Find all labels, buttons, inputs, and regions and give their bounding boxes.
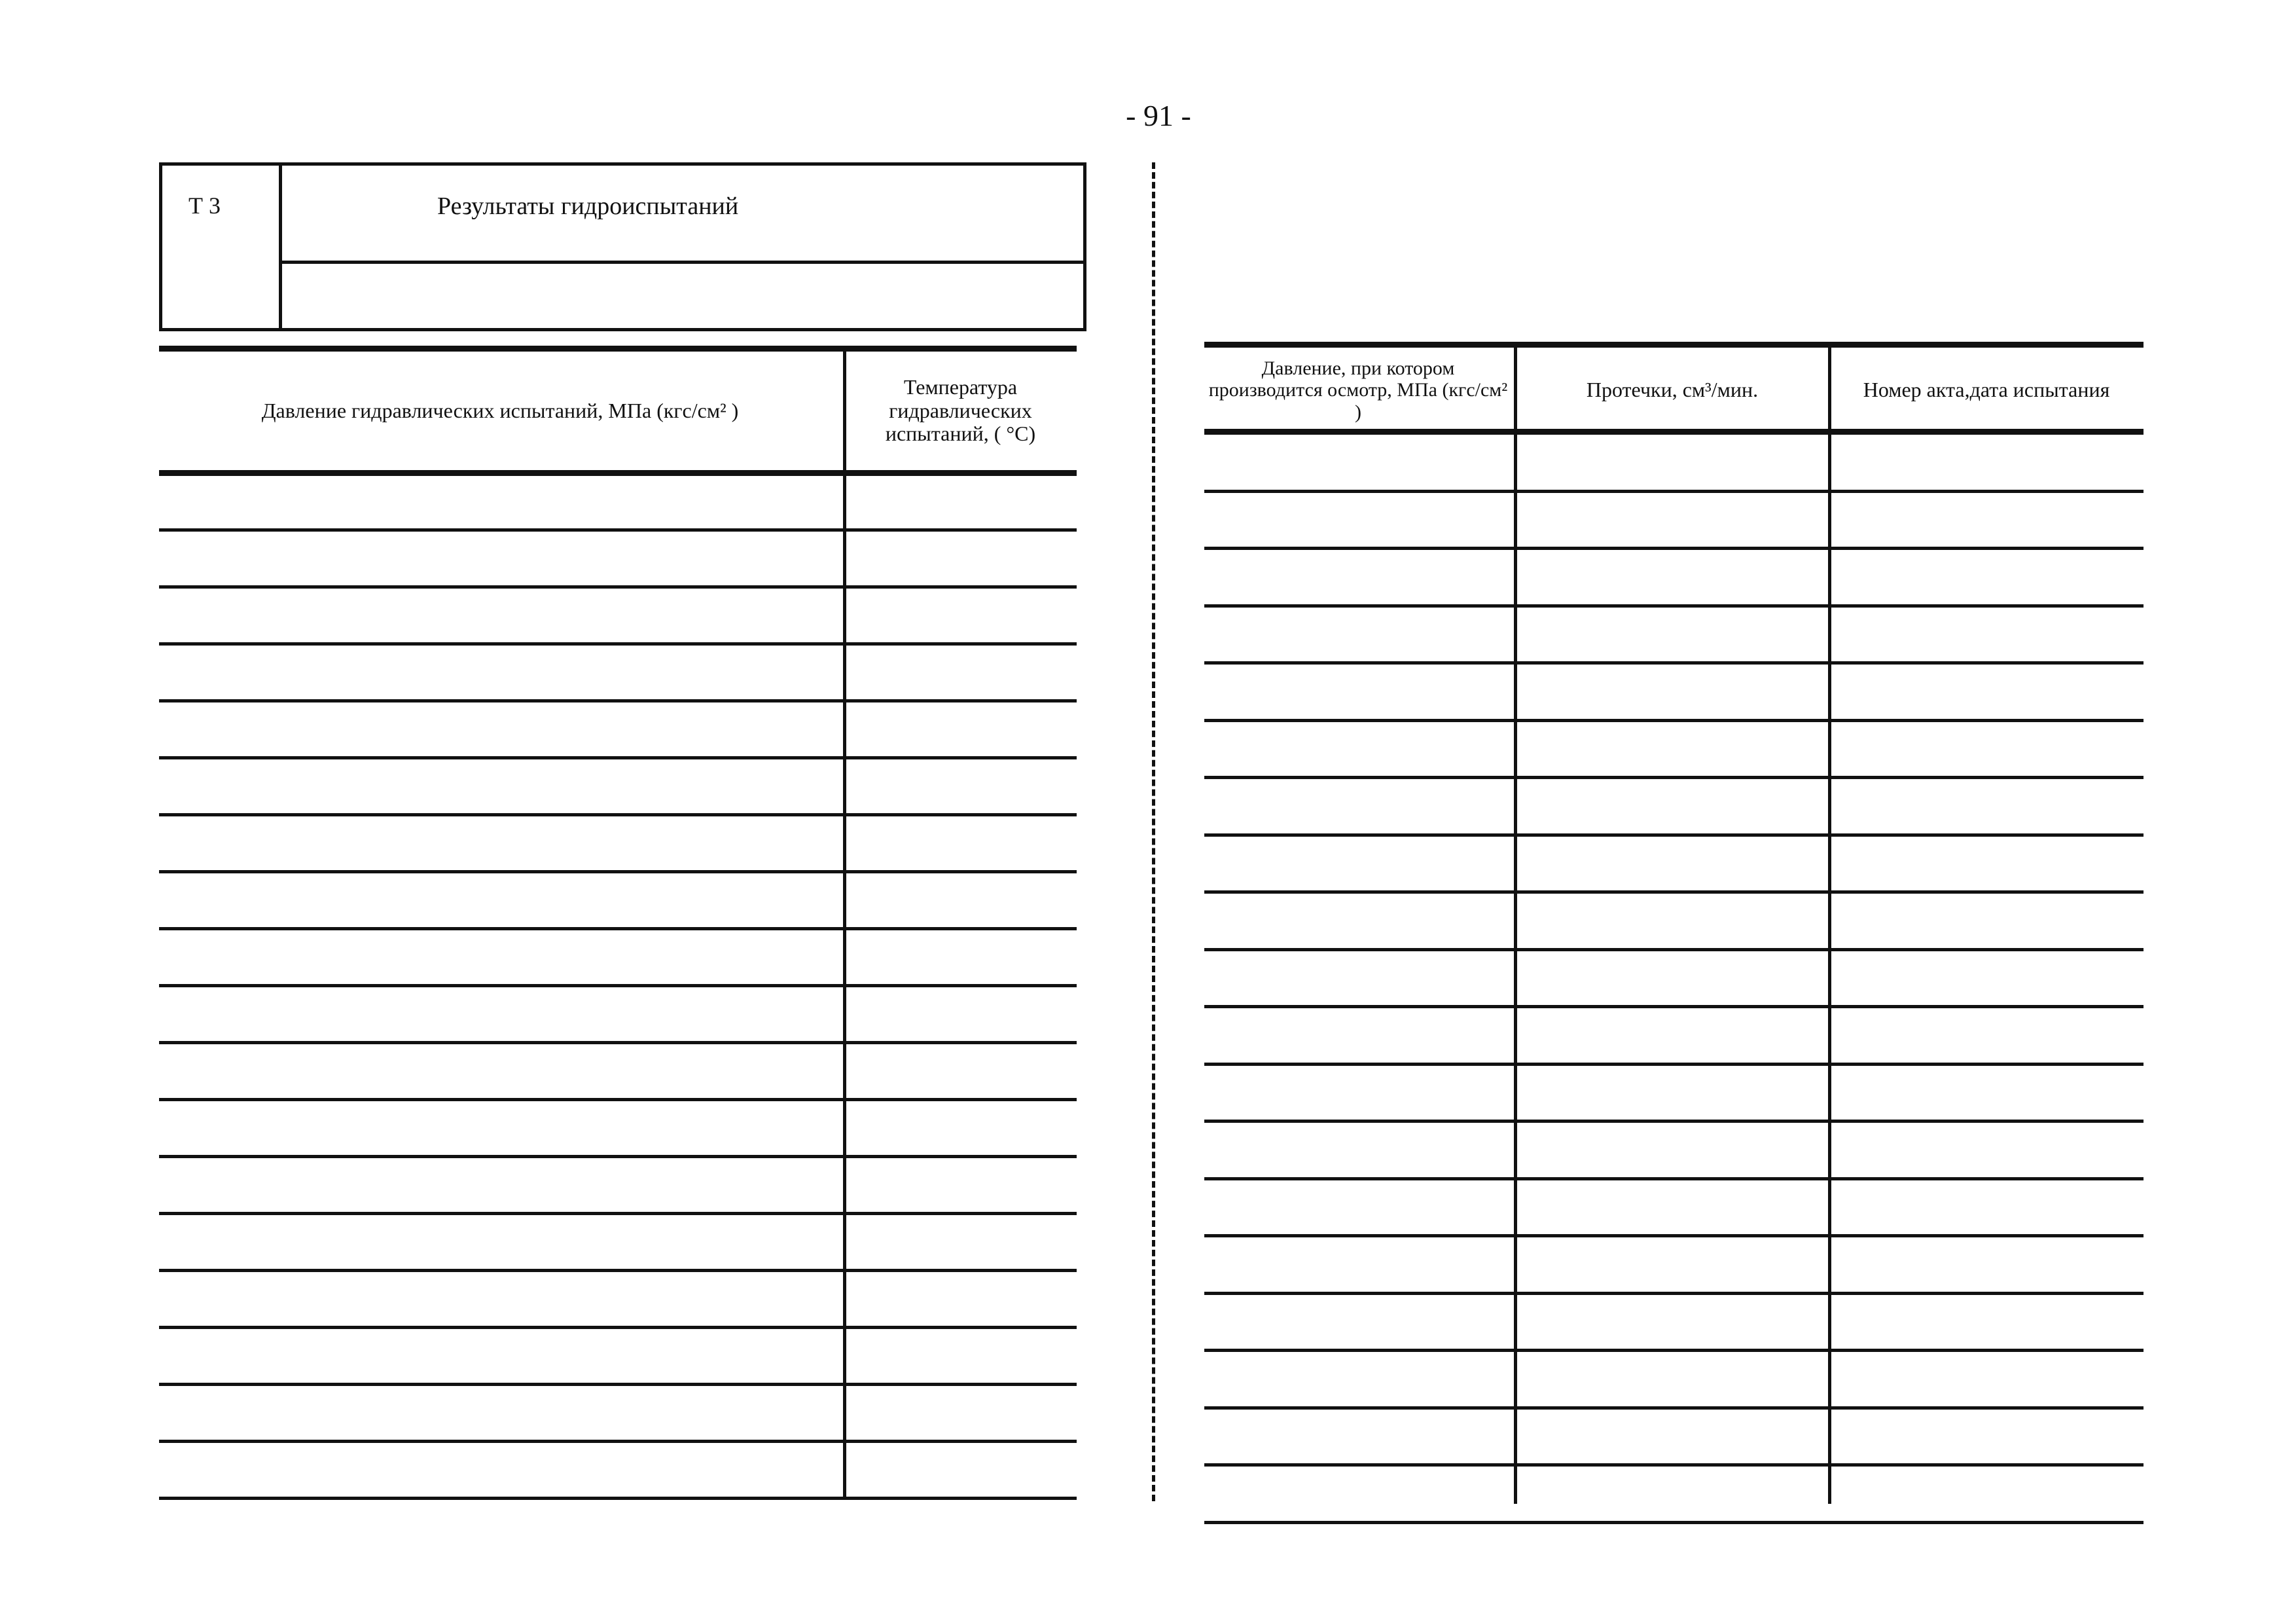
table-row-line — [1204, 890, 2144, 894]
table-row-line — [159, 1041, 1077, 1044]
form-title: Результаты гидроиспытаний — [437, 192, 739, 220]
column-divider-2 — [1828, 342, 1831, 1504]
table-row-line — [1204, 1463, 2144, 1467]
table-row-line — [159, 870, 1077, 873]
table-row-line — [159, 1155, 1077, 1158]
table-top-border — [1204, 342, 2144, 348]
table-row-line — [1204, 1063, 2144, 1066]
header-bottom-border — [159, 470, 1077, 476]
table-row-line — [159, 1326, 1077, 1329]
table-row-line — [1204, 490, 2144, 493]
table-row-line — [1204, 604, 2144, 608]
table-row-line — [1204, 661, 2144, 665]
table-row-line — [159, 1440, 1077, 1443]
table-row-line — [159, 1269, 1077, 1272]
table-row-line — [1204, 1292, 2144, 1295]
column-divider-1 — [1514, 342, 1517, 1504]
header-code-cell — [162, 166, 282, 328]
header-bottom-border — [1204, 429, 2144, 435]
table-row-line — [159, 813, 1077, 816]
column-header-temperature: Температура гидравлических испытаний, ( °С) — [885, 374, 1036, 446]
table-row-line — [1204, 1177, 2144, 1180]
table-row-line — [159, 1383, 1077, 1386]
column-header-inspection-pressure: Давление, при котором производится осмотр, МПа (кгс/см² ) — [1208, 357, 1508, 423]
table-row-line — [159, 585, 1077, 589]
table-row-line — [1204, 1120, 2144, 1123]
table-row-line — [1204, 1406, 2144, 1410]
header-divider — [282, 261, 1083, 264]
table-top-border — [159, 346, 1077, 352]
table-row-line — [1204, 1349, 2144, 1352]
table-row-line — [1204, 1521, 2144, 1524]
table-row-line — [1204, 547, 2144, 550]
table-row-line — [1204, 1234, 2144, 1237]
table-row-line — [1204, 1005, 2144, 1008]
column-header-act-number-date: Номер акта,дата испытания — [1863, 378, 2110, 402]
table-row-line — [159, 927, 1077, 930]
page-fold-line — [1152, 162, 1155, 1501]
table-row-line — [159, 1098, 1077, 1101]
table-row-line — [159, 699, 1077, 702]
column-header-leakage: Протечки, см³/мин. — [1586, 378, 1759, 402]
table-row-line — [159, 1497, 1077, 1500]
table-row-line — [159, 642, 1077, 646]
table-row-line — [159, 756, 1077, 759]
table-row-line — [159, 528, 1077, 532]
column-header-pressure: Давление гидравлических испытаний, МПа (кгс/см² ) — [261, 398, 739, 422]
table-row-line — [159, 1212, 1077, 1215]
page-number: - 91 - — [1126, 99, 1191, 132]
header-block — [159, 162, 1086, 331]
table-row-line — [159, 984, 1077, 987]
table-row-line — [1204, 776, 2144, 779]
form-code: Т 3 — [188, 192, 221, 219]
table-row-line — [1204, 948, 2144, 951]
table-row-line — [1204, 833, 2144, 837]
table-row-line — [1204, 719, 2144, 722]
